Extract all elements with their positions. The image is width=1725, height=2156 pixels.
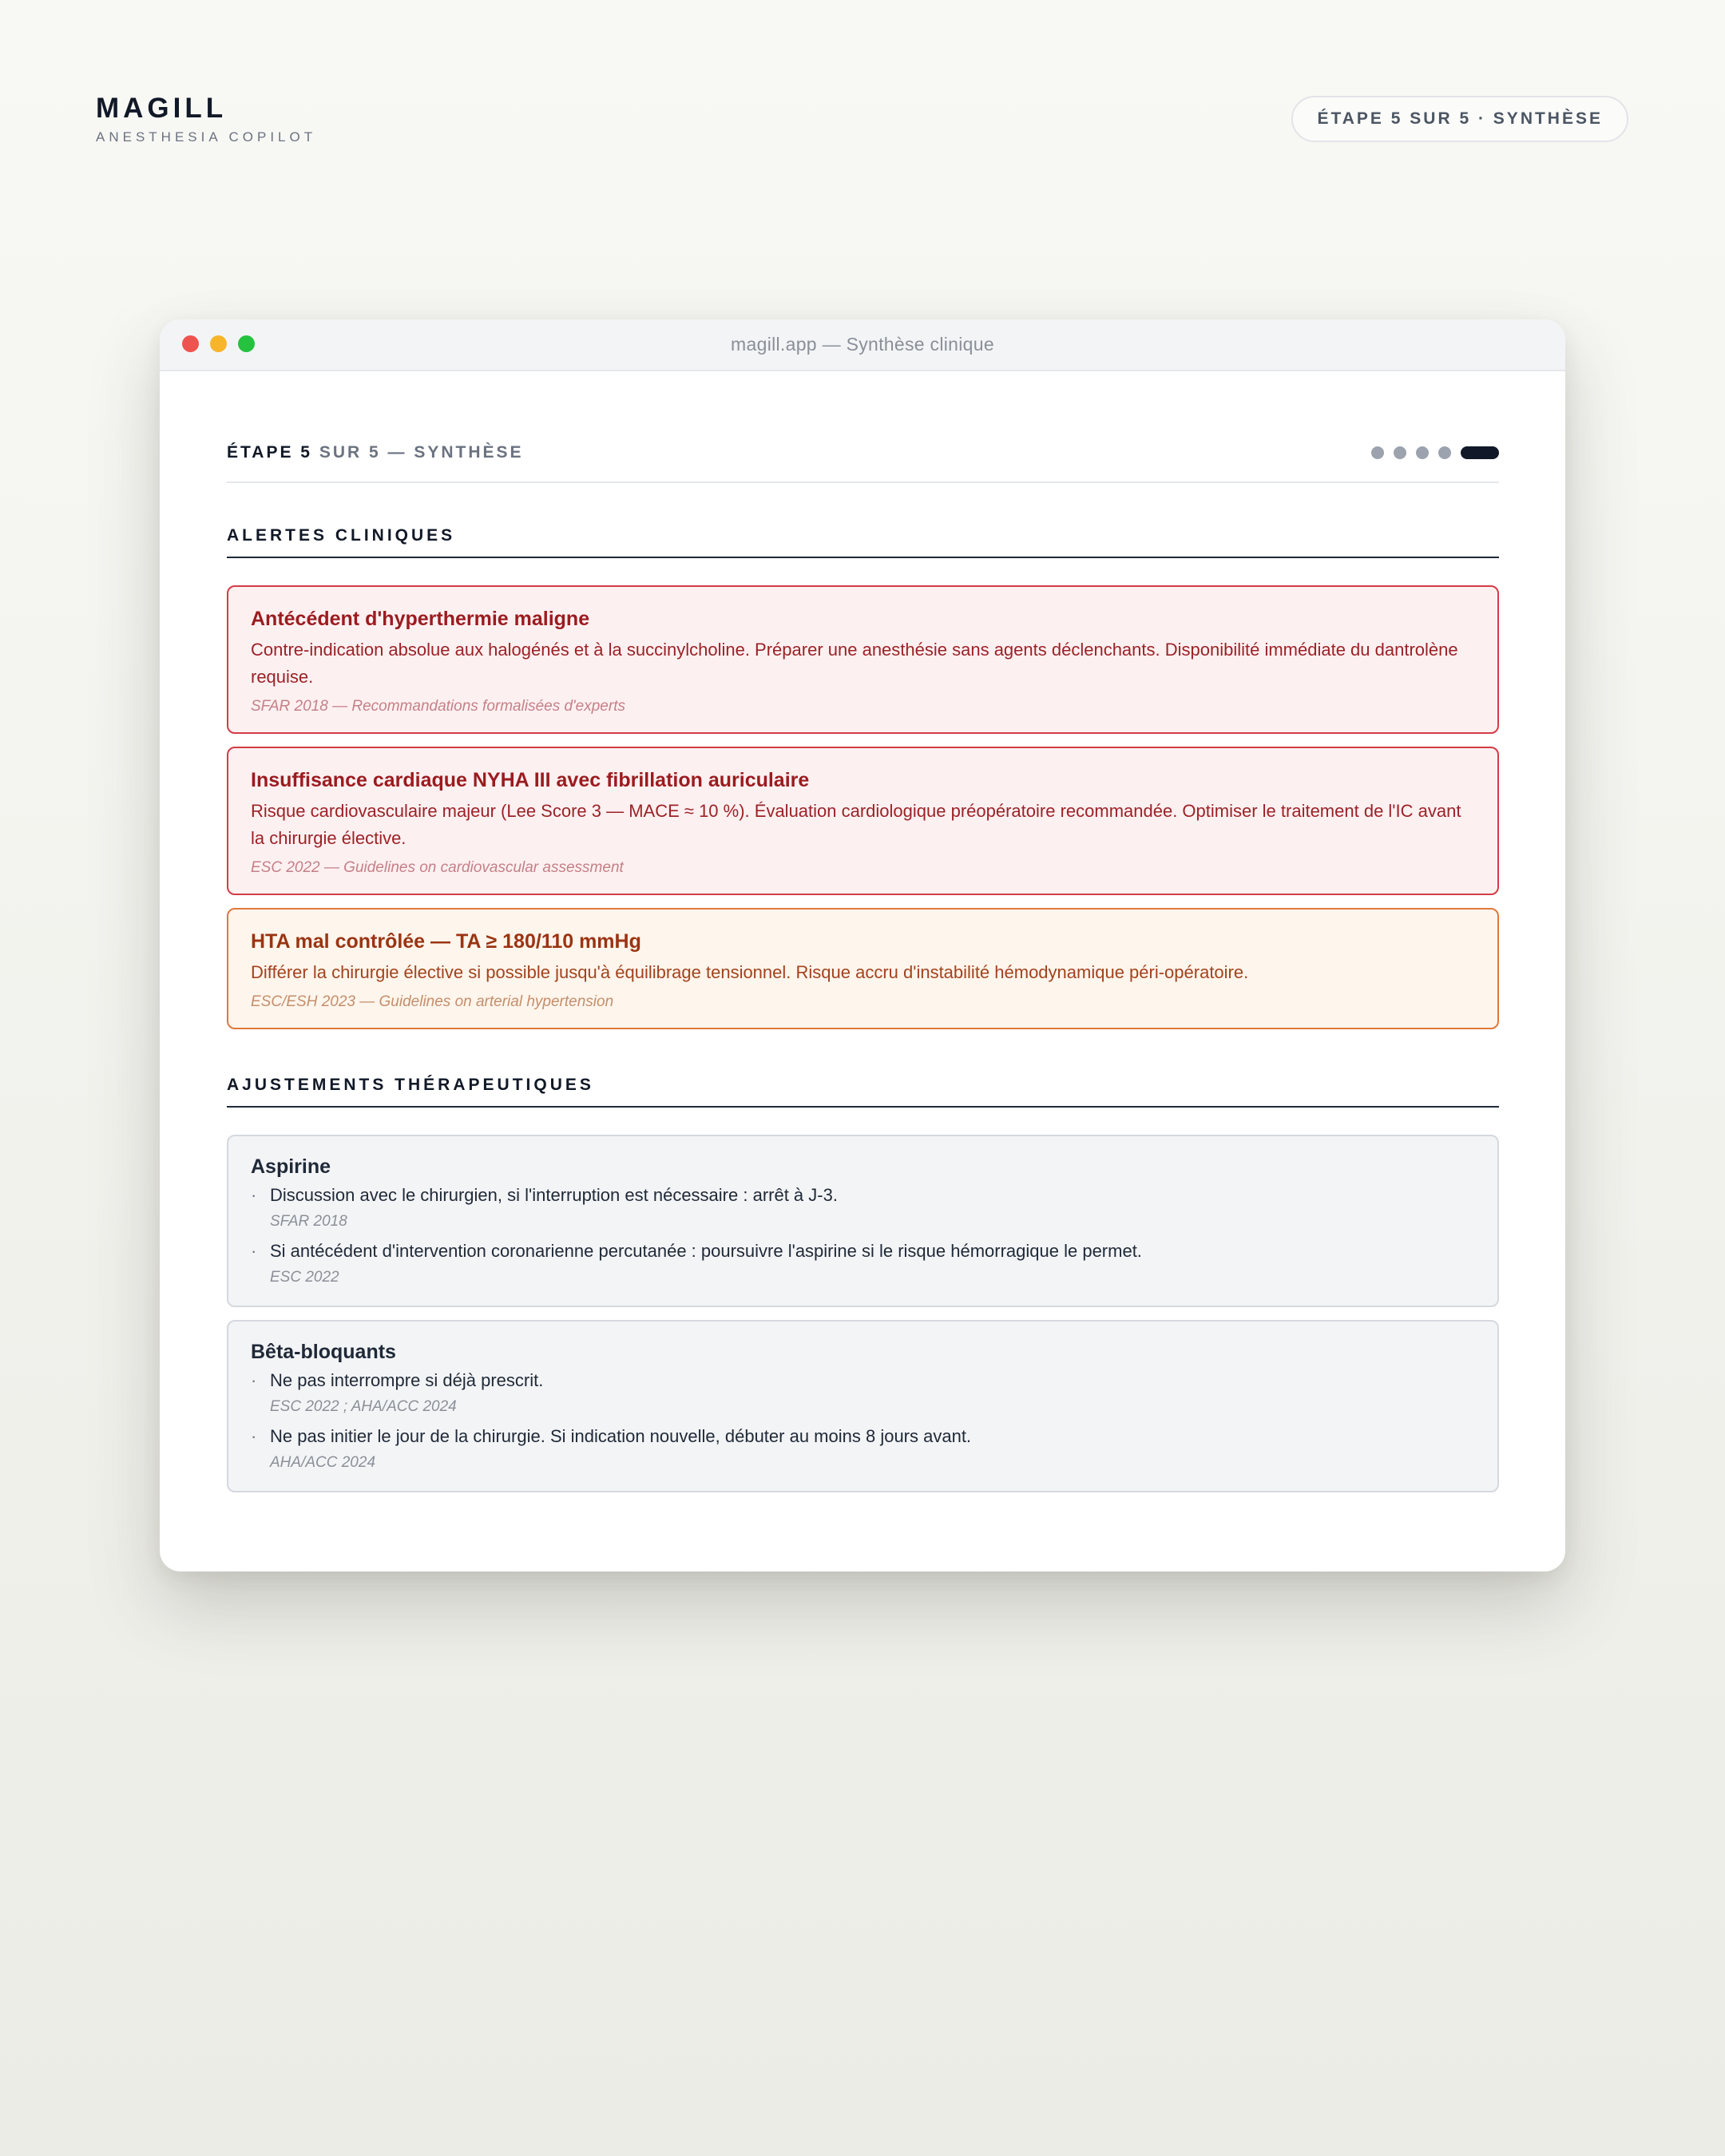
adjustment-line xyxy=(251,1183,1475,1208)
adjustments-list xyxy=(227,1135,1499,1492)
adjustment-card xyxy=(227,1320,1499,1492)
step-pill: ÉTAPE 5 SUR 5 · SYNTHÈSE xyxy=(1291,96,1628,142)
step-dot-3 xyxy=(1416,446,1429,459)
alert-title: HTA mal contrôlée — TA ≥ 180/110 mmHg xyxy=(251,930,641,953)
alert-text: Risque cardiovasculaire majeur (Lee Score 3 — MACE ≈ 10 %). Évaluation cardiologique préopératoire recommandée. Optimiser le traitement de l'IC avant la chirurgie élective. xyxy=(251,801,1461,848)
adjustment-item xyxy=(251,1368,1475,1421)
adjustment-reference: ESC 2022 xyxy=(270,1269,339,1286)
alert-reference: ESC 2022 — Guidelines on cardiovascular assessment xyxy=(251,859,624,876)
brand-subtitle: ANESTHESIA COPILOT xyxy=(96,129,317,145)
adjustments-section-title: AJUSTEMENTS THÉRAPEUTIQUES xyxy=(227,1076,1499,1108)
close-window-button[interactable] xyxy=(182,335,199,352)
adjustment-line xyxy=(251,1239,1475,1264)
minimize-window-button[interactable] xyxy=(210,335,227,352)
bullet-icon: · xyxy=(251,1426,257,1446)
alerts-section-title: ALERTES CLINIQUES xyxy=(227,526,1499,558)
brand-name: MAGILL xyxy=(96,93,228,124)
maximize-window-button[interactable] xyxy=(238,335,255,352)
alert-title: Antécédent d'hyperthermie maligne xyxy=(251,608,590,630)
adjustment-card xyxy=(227,1135,1499,1307)
step-progress-dots xyxy=(1371,446,1499,459)
adjustment-item xyxy=(251,1239,1475,1291)
step-dot-1 xyxy=(1371,446,1384,459)
step-dot-2 xyxy=(1394,446,1406,459)
step-label-current: ÉTAPE 5 xyxy=(227,443,312,462)
alerts-list xyxy=(227,585,1499,1029)
adjustment-text: Si antécédent d'intervention coronarienne percutanée : poursuivre l'aspirine si le risque hémorragique le permet. xyxy=(270,1241,1142,1261)
adjustment-drug: Bêta-bloquants xyxy=(251,1341,396,1363)
alert-text: Différer la chirurgie élective si possible jusqu'à équilibrage tensionnel. Risque accru d'instabilité hémodynamique péri-opératoire. xyxy=(251,962,1249,982)
adjustment-line xyxy=(251,1368,1475,1393)
adjustment-text: Ne pas initier le jour de la chirurgie. Si indication nouvelle, débuter au moins 8 jours avant. xyxy=(270,1426,972,1446)
step-dot-4 xyxy=(1438,446,1451,459)
bullet-icon: · xyxy=(251,1241,257,1261)
window-controls xyxy=(182,335,255,352)
adjustment-text: Discussion avec le chirurgien, si l'interruption est nécessaire : arrêt à J-3. xyxy=(270,1185,838,1205)
alert-reference: SFAR 2018 — Recommandations formalisées d'experts xyxy=(251,698,625,715)
window-title: magill.app — Synthèse clinique xyxy=(731,334,994,355)
window-titlebar xyxy=(160,319,1565,371)
adjustment-reference: AHA/ACC 2024 xyxy=(270,1454,376,1471)
bullet-icon: · xyxy=(251,1185,257,1205)
adjustment-reference: ESC 2022 ; AHA/ACC 2024 xyxy=(270,1398,457,1415)
step-label-rest: SUR 5 — SYNTHÈSE xyxy=(319,443,524,462)
alert-card xyxy=(227,908,1499,1029)
app-window xyxy=(160,319,1565,1571)
adjustment-reference: SFAR 2018 xyxy=(270,1213,347,1230)
adjustment-item xyxy=(251,1183,1475,1235)
adjustment-item xyxy=(251,1424,1475,1476)
bullet-icon: · xyxy=(251,1370,257,1390)
adjustment-text: Ne pas interrompre si déjà prescrit. xyxy=(270,1370,544,1390)
alert-card xyxy=(227,585,1499,734)
step-dot-5 xyxy=(1461,446,1499,459)
adjustment-drug: Aspirine xyxy=(251,1155,331,1178)
brand xyxy=(96,93,316,145)
adjustment-line xyxy=(251,1424,1475,1449)
alert-card xyxy=(227,747,1499,895)
step-label xyxy=(227,443,524,462)
alert-text: Contre-indication absolue aux halogénés et à la succinylcholine. Préparer une anesthésie sans agents déclenchants. Disponibilité immédiate du dantrolène requise. xyxy=(251,640,1458,687)
synthesis-content xyxy=(227,370,1499,1505)
alert-reference: ESC/ESH 2023 — Guidelines on arterial hypertension xyxy=(251,993,614,1010)
alert-title: Insuffisance cardiaque NYHA III avec fibrillation auriculaire xyxy=(251,769,810,791)
step-header xyxy=(227,443,1499,483)
